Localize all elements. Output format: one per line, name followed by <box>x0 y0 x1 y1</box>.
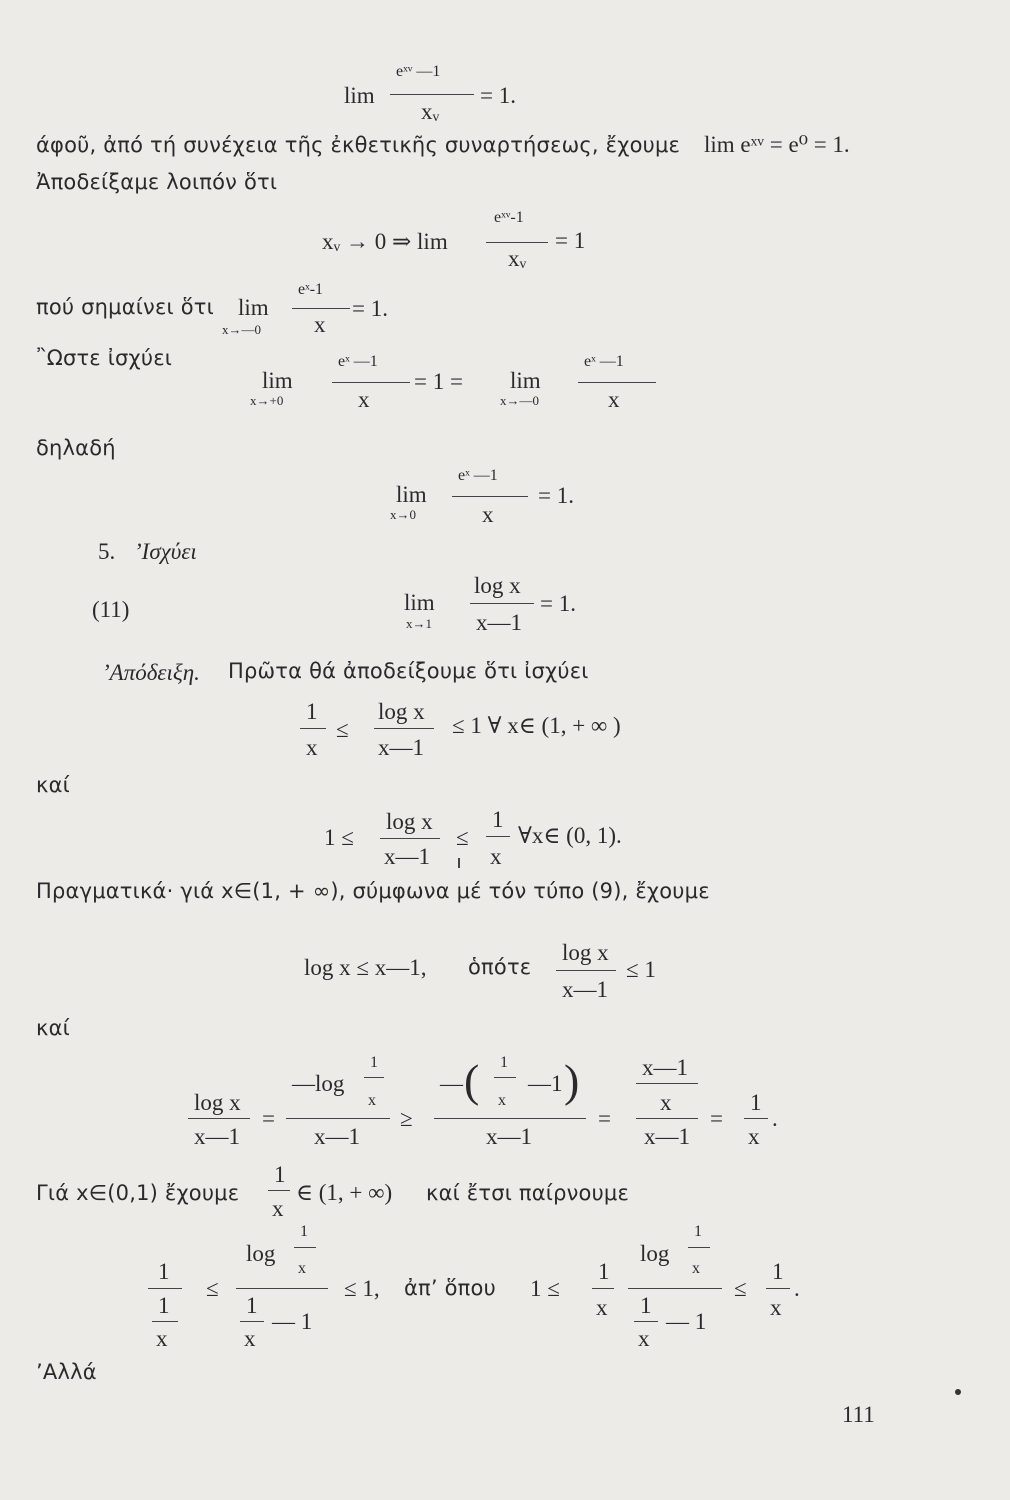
fraction-bar <box>268 1190 290 1191</box>
inequality-left: 1 ≤ <box>324 825 354 850</box>
period: . <box>772 1106 778 1131</box>
inner-numerator: 1 <box>640 1293 652 1318</box>
fraction-numerator: log x <box>194 1090 241 1115</box>
inner-denominator: x <box>156 1326 168 1351</box>
inner-numerator: 1 <box>500 1054 508 1071</box>
text-line: Γιά x∈(0,1) ἔχουμε <box>36 1181 240 1205</box>
page-number: 111 <box>842 1402 875 1427</box>
fraction-bar <box>292 308 350 309</box>
ink-dot <box>955 1389 961 1395</box>
limit-symbol: lim <box>262 368 293 393</box>
limit-subscript: x→1 <box>406 616 432 631</box>
fraction-denominator: x <box>314 312 326 337</box>
text-line: καί <box>36 773 70 797</box>
relation-symbol: ≤ <box>456 825 469 850</box>
fraction-denominator: x <box>770 1295 782 1320</box>
equation-middle: = 1 = <box>414 369 463 394</box>
relation-symbol: = <box>598 1106 611 1131</box>
denominator-tail: — 1 <box>272 1309 313 1334</box>
fraction-bar <box>374 728 434 729</box>
equation-result: = 1. <box>540 591 576 616</box>
fraction-numerator: 1 <box>772 1259 784 1284</box>
fraction-numerator: eˣᵛ-1 <box>494 209 524 226</box>
fraction-denominator: x—1 <box>562 977 608 1002</box>
limit-subscript: x→+0 <box>250 393 284 408</box>
inequality-tail: ≤ 1 <box>626 957 656 982</box>
log-label: log <box>246 1241 276 1266</box>
text-line: Ἀποδείξαμε λοιπόν ὅτι <box>36 170 278 194</box>
numerator-prefix: —log <box>292 1071 345 1096</box>
fraction-numerator: eˣ —1 <box>584 353 624 370</box>
fraction-denominator: x—1 <box>194 1124 240 1149</box>
limit-symbol: lim <box>396 482 427 507</box>
fraction-denominator: x—1 <box>644 1124 690 1149</box>
inner-numerator: 1 <box>300 1223 308 1240</box>
fraction-denominator: x—1 <box>486 1124 532 1149</box>
numerator-minus: — <box>440 1071 463 1096</box>
inner-numerator: x—1 <box>642 1055 688 1080</box>
fraction-bar <box>434 1118 586 1119</box>
fraction-numerator: 1 <box>492 807 504 832</box>
relation-symbol: ≤ <box>336 717 349 742</box>
inner-numerator: 1 <box>246 1293 258 1318</box>
inner-denominator: x <box>244 1326 256 1351</box>
fraction-denominator: xᵥ <box>421 99 440 124</box>
fraction-denominator: x—1 <box>384 844 430 869</box>
equation-result: = 1 <box>555 228 586 253</box>
text-line: καί <box>36 1016 70 1040</box>
inner-numerator: 1 <box>370 1054 378 1071</box>
inner-tail: —1 <box>528 1071 563 1096</box>
fraction-numerator: log x <box>562 940 609 965</box>
fraction-numerator: 1 <box>750 1090 762 1115</box>
fraction-bar <box>380 838 440 839</box>
equation-tag: (11) <box>92 597 130 622</box>
text-line: δηλαδή <box>36 436 116 460</box>
inequality-left: 1 ≤ <box>530 1276 560 1301</box>
fraction-denominator: x—1 <box>314 1124 360 1149</box>
text-word: ὁπότε <box>468 955 532 979</box>
fraction-bar <box>148 1288 182 1289</box>
fraction-denominator: x <box>608 387 620 412</box>
fraction-numerator: eˣ —1 <box>458 467 498 484</box>
fraction-bar <box>628 1288 722 1289</box>
fraction-bar <box>452 496 528 497</box>
fraction-bar <box>744 1118 768 1119</box>
fraction-numerator: 1 <box>306 699 318 724</box>
inner-denominator: x <box>368 1092 376 1109</box>
text-line: ῍Ωστε ἰσχύει <box>36 346 173 370</box>
text-line: ’Αλλά <box>36 1360 97 1384</box>
relation-symbol: = <box>710 1106 723 1131</box>
fraction-bar <box>470 603 534 604</box>
equation-result: = 1. <box>352 296 388 321</box>
log-label: log <box>640 1241 670 1266</box>
inline-math: lim eˣᵛ = e⁰ = 1. <box>704 132 850 157</box>
inner-denominator: x <box>692 1260 700 1277</box>
denominator-tail: — 1 <box>666 1309 707 1334</box>
inequality-tail: ≤ 1, <box>344 1276 380 1301</box>
text-line: Πραγματικά· γιά x∈(1, + ∞), σύμφωνα μέ τόν τύπο (9), ἔχουμε <box>36 879 710 903</box>
fraction-bar <box>236 1288 328 1289</box>
inner-denominator: x <box>638 1326 650 1351</box>
relation-symbol: ≤ <box>206 1276 219 1301</box>
fraction-bar <box>294 1247 316 1248</box>
fraction-bar <box>556 970 616 971</box>
limit-subscript: x→—0 <box>222 322 261 337</box>
inner-numerator: 1 <box>694 1223 702 1240</box>
print-speck <box>458 858 460 868</box>
fraction-denominator: x—1 <box>476 610 522 635</box>
fraction-numerator: eˣ —1 <box>338 353 378 370</box>
text-word: ἀπ’ ὅπου <box>404 1276 496 1300</box>
fraction-numerator: 1 <box>274 1162 286 1187</box>
relation-symbol: ≥ <box>400 1106 413 1131</box>
fraction-denominator: x—1 <box>378 735 424 760</box>
fraction-numerator: eˣᵛ —1 <box>396 63 441 80</box>
fraction-numerator: log x <box>386 809 433 834</box>
fraction-bar <box>636 1083 698 1084</box>
fraction-bar <box>766 1288 790 1289</box>
text-line: Πρῶτα θά ἀποδείξουμε ὅτι ἰσχύει <box>228 659 589 683</box>
fraction-bar <box>494 1077 516 1078</box>
text-line: πού σημαίνει ὅτι <box>36 295 214 319</box>
fraction-numerator: eˣ-1 <box>298 281 324 298</box>
limit-symbol: lim <box>344 83 375 108</box>
fraction-denominator: x <box>596 1295 608 1320</box>
fraction-bar <box>390 94 474 95</box>
paren-left: ( <box>464 1055 480 1106</box>
limit-subscript: x→0 <box>390 507 416 522</box>
fraction-bar <box>592 1288 614 1289</box>
relation-symbol: ≤ <box>734 1276 747 1301</box>
fraction-bar <box>286 1118 390 1119</box>
text-line: καί ἔτσι παίρνουμε <box>426 1181 630 1205</box>
fraction-numerator: log x <box>378 699 425 724</box>
inner-denominator: x <box>498 1092 506 1109</box>
equation-result: = 1. <box>538 483 574 508</box>
inner-denominator: x <box>298 1260 306 1277</box>
inequality-tail: ∀x∈ (0, 1). <box>518 823 622 848</box>
fraction-bar <box>364 1077 384 1078</box>
fraction-denominator: x <box>306 735 318 760</box>
inequality-tail: ≤ 1 ∀ x∈ (1, + ∞ ) <box>452 713 621 738</box>
limit-symbol: lim <box>238 295 269 320</box>
fraction-numerator: 1 <box>598 1259 610 1284</box>
fraction-denominator: x <box>482 502 494 527</box>
fraction-denominator: x <box>272 1196 284 1221</box>
fraction-bar <box>332 382 410 383</box>
paren-right: ) <box>564 1055 580 1106</box>
fraction-denominator: x <box>358 387 370 412</box>
item-number: 5. <box>98 539 116 564</box>
fraction-bar <box>152 1321 178 1322</box>
fraction-bar <box>688 1247 710 1248</box>
limit-subscript: x→—0 <box>500 393 539 408</box>
fraction-numerator: 1 <box>158 1259 170 1284</box>
fraction-bar <box>188 1118 250 1119</box>
fraction-bar <box>636 1118 698 1119</box>
fraction-bar <box>634 1321 658 1322</box>
fraction-denominator: x <box>490 844 502 869</box>
item-heading: ’Ισχύει <box>134 539 197 564</box>
limit-symbol: lim <box>510 368 541 393</box>
fraction-numerator: log x <box>474 573 521 598</box>
inequality-left: log x ≤ x—1, <box>304 955 427 980</box>
fraction-denominator: x <box>748 1124 760 1149</box>
implication-left: xᵥ → 0 ⇒ lim <box>322 229 448 254</box>
fraction-denominator: xᵥ <box>508 246 527 271</box>
inner-denominator: x <box>660 1090 672 1115</box>
fraction-bar <box>486 242 548 243</box>
relation-symbol: = <box>262 1106 275 1131</box>
text-line: άφοῦ, ἀπό τή συνέχεια τῆς ἐκθετικῆς συναρτήσεως, ἔχουμε <box>36 133 681 157</box>
proof-label: ’Απόδειξη. <box>102 660 200 685</box>
fraction-bar <box>486 836 510 837</box>
fraction-bar <box>300 728 326 729</box>
equation-result: = 1. <box>480 83 516 108</box>
inline-math: ∈ (1, + ∞) <box>296 1180 393 1205</box>
fraction-bar <box>240 1321 264 1322</box>
inner-numerator: 1 <box>158 1293 170 1318</box>
period: . <box>794 1276 800 1301</box>
limit-symbol: lim <box>404 590 435 615</box>
fraction-bar <box>578 382 656 383</box>
